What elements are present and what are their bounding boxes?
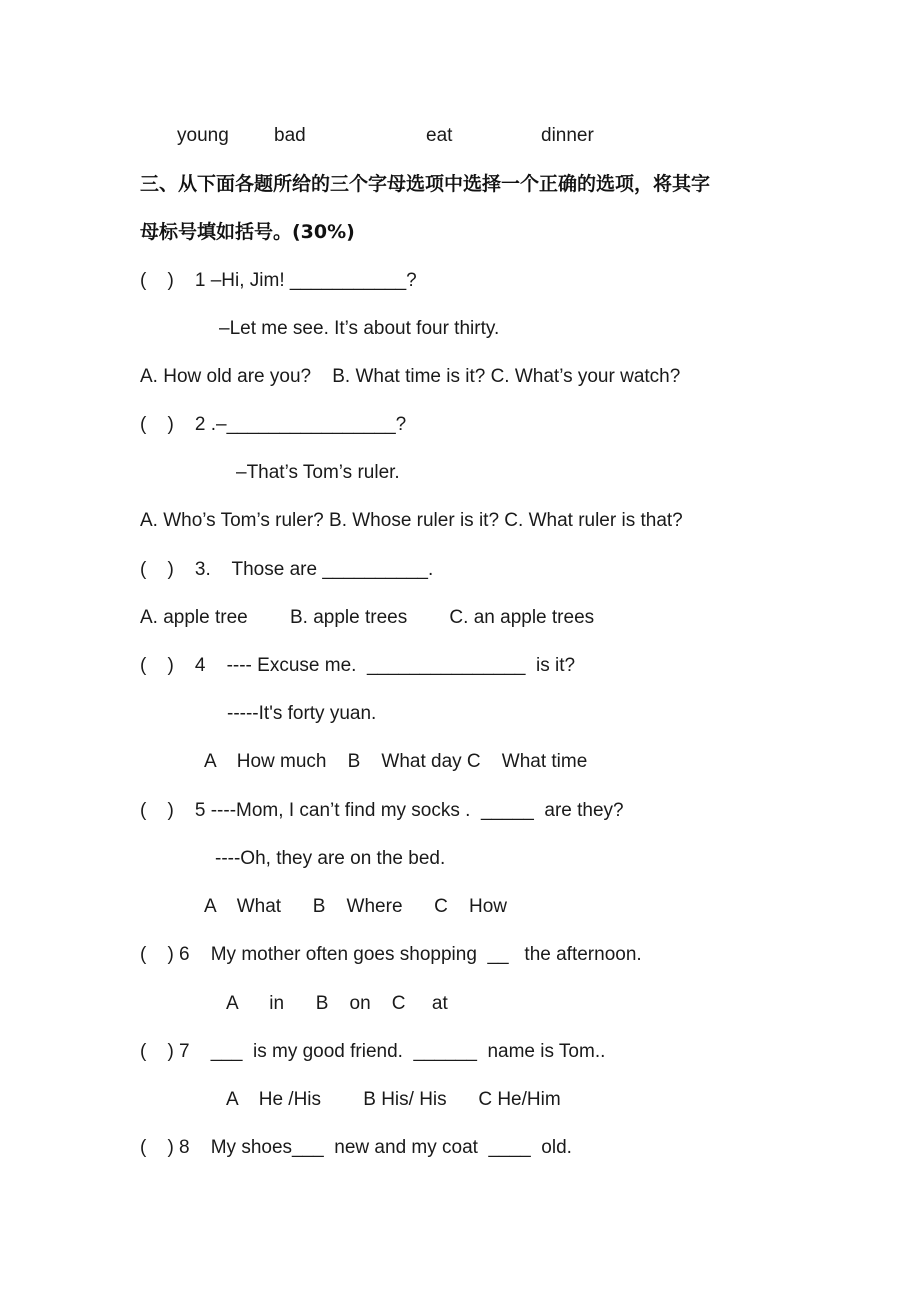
question-4: ( ) 4 ---- Excuse me. _______________ is it?	[140, 655, 576, 676]
question-5-reply: ----Oh, they are on the bed.	[215, 848, 446, 869]
question-2-reply: –That’s Tom’s ruler.	[236, 462, 400, 483]
question-1-options: A. How old are you? B. What time is it? C. What’s your watch?	[140, 366, 681, 387]
question-6: ( ) 6 My mother often goes shopping __ the afternoon.	[140, 944, 642, 965]
section-title-cont: 母标号填如括号。(30%)	[140, 221, 355, 243]
question-3-options: A. apple tree B. apple trees C. an apple trees	[140, 607, 595, 628]
question-4-options: A How much B What day C What time	[204, 751, 588, 772]
question-5: ( ) 5 ----Mom, I can’t find my socks . _____ are they?	[140, 800, 624, 821]
section-title: 三、从下面各题所给的三个字母选项中选择一个正确的选项，将其字	[140, 173, 711, 195]
question-7-options: A He /His B His/ His C He/Him	[226, 1089, 561, 1110]
question-7: ( ) 7 ___ is my good friend. ______ name is Tom..	[140, 1041, 606, 1062]
word-bank-item: young	[177, 125, 229, 146]
question-1-reply: –Let me see. It’s about four thirty.	[219, 318, 500, 339]
question-1: ( ) 1 –Hi, Jim! ___________?	[140, 270, 417, 291]
question-3: ( ) 3. Those are __________.	[140, 559, 434, 580]
word-bank-item: eat	[426, 125, 453, 146]
question-2-options: A. Who’s Tom’s ruler? B. Whose ruler is it? C. What ruler is that?	[140, 510, 683, 531]
question-2: ( ) 2 .–________________?	[140, 414, 407, 435]
question-5-options: A What B Where C How	[204, 896, 508, 917]
word-bank-item: dinner	[541, 125, 594, 146]
question-8: ( ) 8 My shoes___ new and my coat ____ old.	[140, 1137, 572, 1158]
question-6-options: A in B on C at	[226, 993, 448, 1014]
word-bank-item: bad	[274, 125, 306, 146]
question-4-reply: -----It's forty yuan.	[227, 703, 377, 724]
